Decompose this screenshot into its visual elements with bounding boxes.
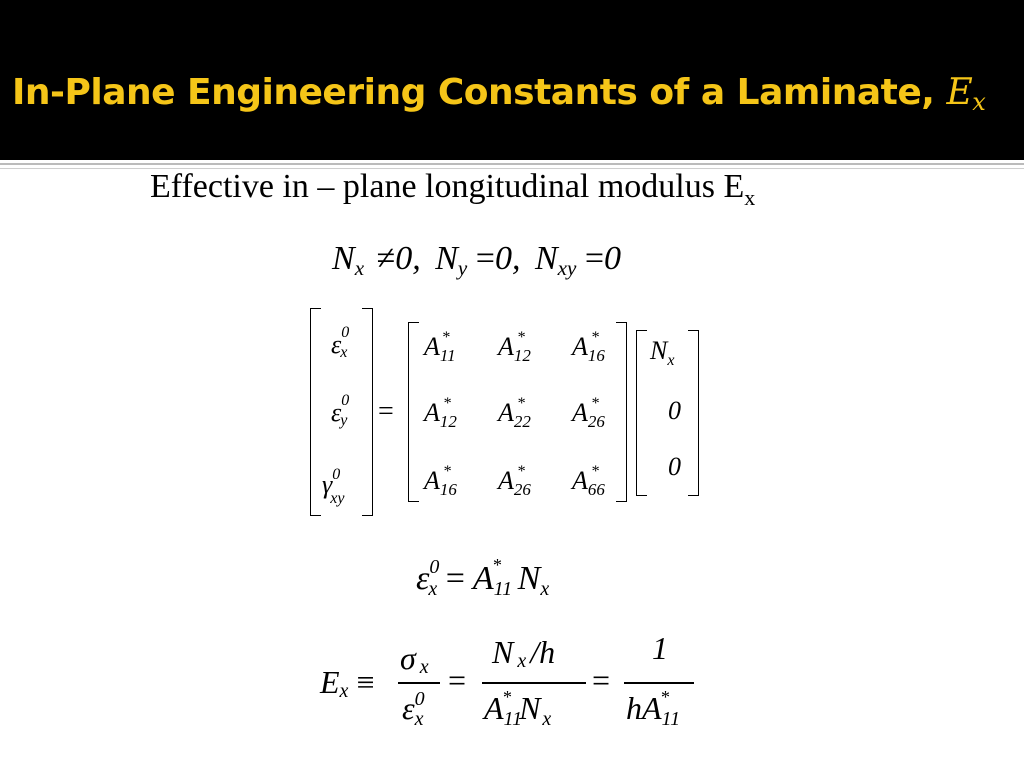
a11-star: $A_{11}^*$	[424, 329, 456, 365]
a12-star-row2: $A_{12}^*$	[424, 395, 457, 431]
title-variable: $E_x$	[946, 72, 986, 116]
a22-star: $A_{22}^*$	[498, 395, 531, 431]
strain-x: $\varepsilon^0x$	[331, 324, 350, 361]
a66-star: $A_{66}^*$	[572, 463, 605, 499]
equals-1: =	[448, 662, 467, 698]
frac2-numerator: Nx /h	[492, 634, 556, 672]
a16-star: $A_{16}^*$	[572, 329, 605, 365]
compliance-bracket-left	[408, 322, 419, 502]
equals-2: =	[592, 662, 611, 698]
frac1-denominator: $\varepsilon^0x$	[402, 688, 425, 730]
strain-y: $\varepsilon^0y$	[331, 392, 350, 429]
load-conditions: Nx ≠0, Ny =0, Nxy =0	[332, 240, 622, 280]
frac3-denominator: hA11*	[626, 687, 681, 730]
load-nxy-zero: 0	[668, 452, 681, 481]
a26-star: $A_{26}^*$	[572, 395, 605, 431]
strain-bracket-right	[362, 308, 373, 516]
load-nx: $N_x$	[650, 336, 675, 369]
strain-xy: $\gamma^0_{xy}$	[322, 466, 345, 507]
a12-star: $A_{12}^*$	[498, 329, 531, 365]
ex-symbol: Ex ≡	[320, 664, 375, 702]
title-text: In-Plane Engineering Constants of a Laminate,	[12, 72, 935, 113]
load-bracket-right	[688, 330, 699, 496]
frac1-line	[398, 682, 440, 684]
a16-star-row3: $A_{16}^*$	[424, 463, 457, 499]
a26-star-row3: $A_{26}^*$	[498, 463, 531, 499]
frac2-denominator: A11* N x	[484, 687, 552, 730]
compliance-bracket-right	[616, 322, 627, 502]
strain-bracket-left	[310, 308, 321, 516]
frac1-numerator: σx	[400, 640, 429, 678]
frac3-numerator: 1	[652, 630, 668, 666]
load-bracket-left	[636, 330, 647, 496]
strain-result: $\varepsilon^0x = A11^*$ Nx	[416, 555, 550, 600]
matrix-equals: =	[378, 396, 394, 427]
description: Effective in – plane longitudinal modulus $E_x$	[150, 168, 756, 210]
frac2-line	[482, 682, 586, 684]
load-ny-zero: 0	[668, 396, 681, 425]
slide-title	[12, 72, 985, 116]
divider-line	[0, 163, 1024, 165]
frac3-line	[624, 682, 694, 684]
